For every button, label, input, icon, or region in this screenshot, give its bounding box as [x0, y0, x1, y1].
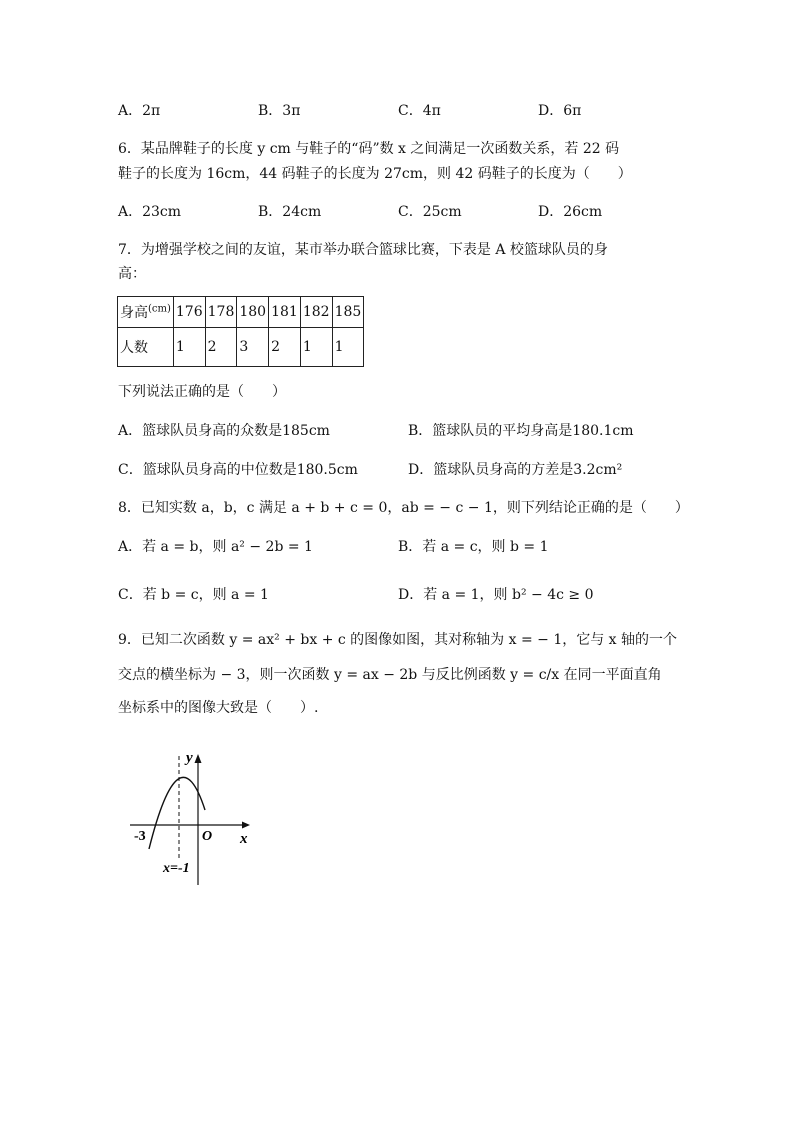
q6-stem-line2: 鞋子的长度为 16cm，44 码鞋子的长度为 27cm，则 42 码鞋子的长度为（ ） [118, 166, 632, 182]
q7-option-a: A．篮球队员身高的众数是185cm [118, 423, 330, 439]
table-cell: 176 [173, 297, 205, 328]
q7-prompt: 下列说法正确的是（ ） [118, 384, 286, 400]
table-cell: 178 [205, 297, 237, 328]
q6-option-a: A．23cm [118, 204, 182, 220]
table-cell: 2 [205, 328, 237, 367]
q7-option-d: D．篮球队员身高的方差是3.2cm² [408, 462, 623, 478]
parabola-figure [130, 742, 260, 887]
table-cell: 182 [300, 297, 332, 328]
q5-option-c: C．4π [398, 103, 441, 119]
parabola-curve [149, 777, 205, 849]
neg3-label: -3 [134, 829, 146, 844]
q8-stem: 8．已知实数 a，b，c 满足 a + b + c = 0，ab = − c − 1，则下列结论正确的是（ ） [118, 500, 689, 516]
table-cell: 2 [269, 328, 301, 367]
q7-option-c: C．篮球队员身高的中位数是180.5cm [118, 462, 358, 478]
q8-option-c: C．若 b = c，则 a = 1 [118, 587, 269, 603]
table-cell: 1 [173, 328, 205, 367]
q5-option-b: B．3π [258, 103, 301, 119]
q7-stem-line1: 7．为增强学校之间的友谊，某市举办联合篮球比赛，下表是 A 校篮球队员的身 [118, 242, 608, 258]
y-axis-arrow-icon [195, 754, 202, 763]
table-header-count: 人数 [118, 328, 174, 367]
q5-option-d: D．6π [538, 103, 582, 119]
q8-option-b: B．若 a = c，则 b = 1 [398, 539, 549, 555]
q6-stem-line1: 6．某品牌鞋子的长度 y cm 与鞋子的“码”数 x 之间满足一次函数关系，若 22 码 [118, 141, 620, 157]
q5-option-a: A．2π [118, 103, 161, 119]
q6-option-d: D．26cm [538, 204, 603, 220]
table-cell: 1 [300, 328, 332, 367]
q9-stem-line2: 交点的横坐标为 − 3，则一次函数 y = ax − 2b 与反比例函数 y = c/x 在同一平面直角 [118, 667, 662, 683]
table-cell: 180 [237, 297, 269, 328]
q6-option-b: B．24cm [258, 204, 322, 220]
table-cell: 1 [332, 328, 364, 367]
q8-option-a: A．若 a = b，则 a² − 2b = 1 [118, 539, 313, 555]
x-axis-arrow-icon [242, 822, 250, 829]
x-label: x [240, 831, 248, 847]
q9-stem-line1: 9．已知二次函数 y = ax² + bx + c 的图像如图，其对称轴为 x = − 1，它与 x 轴的一个 [118, 632, 678, 648]
origin-label: O [202, 829, 213, 844]
table-row-counts [118, 328, 364, 367]
table-header-height: 身高$^{(cm)}$ [118, 297, 174, 328]
y-label: y [186, 750, 193, 766]
q9-stem-line3: 坐标系中的图像大致是（ ）. [118, 700, 319, 716]
table-cell: 185 [332, 297, 364, 328]
q7-stem-line2: 高： [118, 266, 146, 282]
q8-option-d: D．若 a = 1，则 b² − 4c ≥ 0 [398, 587, 594, 603]
table-row-heights [118, 297, 364, 328]
q6-option-c: C．25cm [398, 204, 462, 220]
table-cell: 3 [237, 328, 269, 367]
q7-option-b: B．篮球队员的平均身高是180.1cm [408, 423, 634, 439]
height-table [117, 296, 364, 367]
symmetry-axis-label: x=-1 [163, 861, 190, 876]
table-cell: 181 [269, 297, 301, 328]
